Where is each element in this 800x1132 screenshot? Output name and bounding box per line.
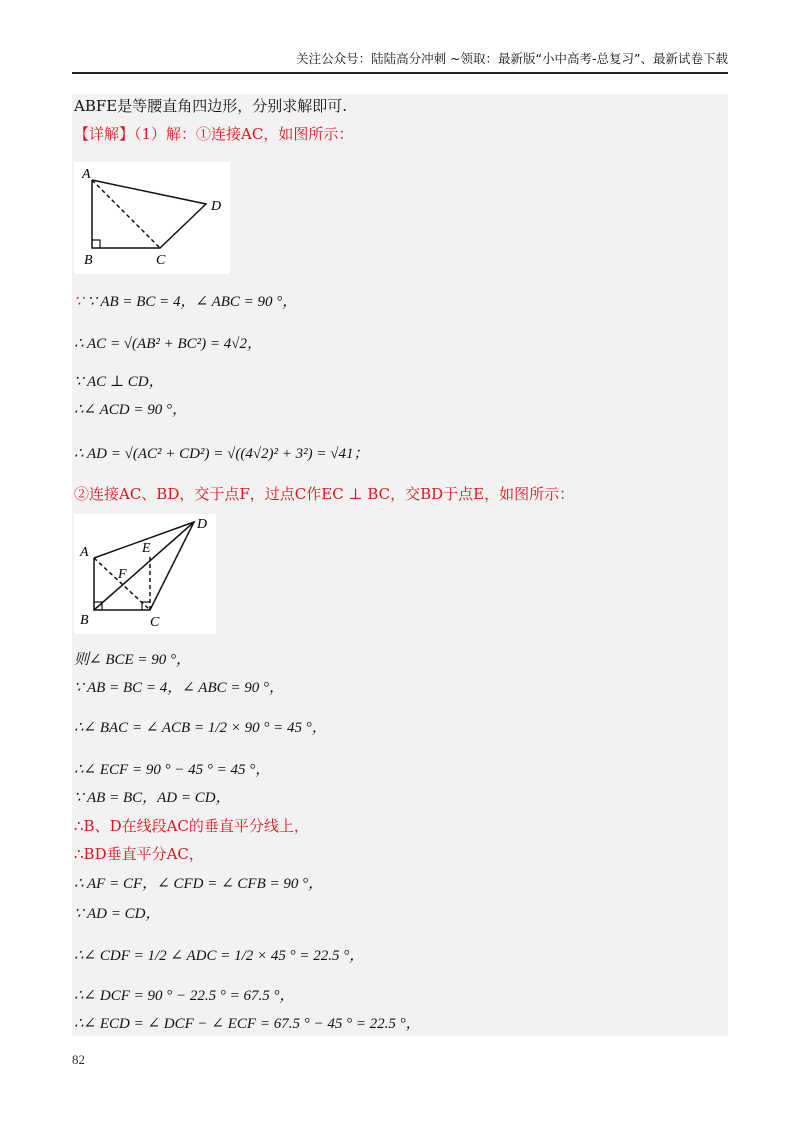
figure1-label-b: B <box>84 253 93 268</box>
math-line-5: ∵ AC ⊥ CD， <box>74 374 164 390</box>
detail-heading: 【详解】（1）解：①连接AC，如图所示： <box>74 125 354 143</box>
figure1-label-c: C <box>156 253 166 268</box>
math-line-13: ∵ AB = BC，AD = CD， <box>74 790 231 806</box>
text-line-15: ∴BD垂直平分AC， <box>74 845 204 863</box>
figure2-label-e: E <box>142 541 151 556</box>
figure-quadrilateral-abcd <box>74 162 230 274</box>
math-line-17: ∵ AD = CD， <box>74 906 161 922</box>
figure1-label-d: D <box>211 199 222 214</box>
math-line-3: ∵ ∵ AB = BC = 4，∠ ABC = 90 °， <box>74 294 298 310</box>
math-line-9: 则∠ BCE = 90 °， <box>74 652 192 668</box>
figure2-diagonal-bd <box>94 522 194 610</box>
page-number: 82 <box>72 1052 85 1067</box>
figure2-label-d: D <box>197 517 208 532</box>
figure2-label-a: A <box>80 545 89 560</box>
text-line-1: ABFE是等腰直角四边形，分别求解即可. <box>74 97 347 115</box>
page-header: 关注公众号：陆陆高分冲刺 ~领取：最新版“小中高考-总复习”、最新试卷下载 <box>72 50 728 74</box>
math-line-16: ∴ AF = CF，∠ CFD = ∠ CFB = 90 °， <box>74 876 324 892</box>
math-line-20: ∴∠ ECD = ∠ DCF − ∠ ECF = 67.5 ° − 45 ° = 22.5 °， <box>74 1016 421 1032</box>
math-line-10: ∵ AB = BC = 4，∠ ABC = 90 °， <box>74 680 285 696</box>
text-line-14: ∴B、D在线段AC的垂直平分线上， <box>74 817 309 835</box>
math-line-4: ∴ AC = √(AB² + BC²) = 4√2， <box>74 336 262 352</box>
figure-quadrilateral-with-ec <box>74 514 216 634</box>
math-line-18: ∴∠ CDF = 1/2 ∠ ADC = 1/2 × 45 ° = 22.5 °， <box>74 948 365 964</box>
figure2-label-b: B <box>80 613 89 628</box>
math-line-6: ∴∠ ACD = 90 °， <box>74 402 187 418</box>
math-line-7: ∴ AD = √(AC² + CD²) = √((4√2)² + 3²) = √41； <box>74 446 369 462</box>
figure2-label-f: F <box>118 567 127 582</box>
figure2-label-c: C <box>150 615 160 630</box>
figure1-diagonal-ac <box>92 180 160 248</box>
figure1-right-angle-mark <box>92 240 100 248</box>
solution-content <box>72 94 728 1036</box>
figure1-label-a: A <box>82 167 91 182</box>
figure1-outline <box>92 180 206 248</box>
text-line-8: ②连接AC、BD，交于点F，过点C作EC ⊥ BC，交BD于点E，如图所示： <box>74 485 575 503</box>
math-line-19: ∴∠ DCF = 90 ° − 22.5 ° = 67.5 °， <box>74 988 295 1004</box>
math-line-11: ∴∠ BAC = ∠ ACB = 1/2 × 90 ° = 45 °， <box>74 720 327 736</box>
math-line-12: ∴∠ ECF = 90 ° − 45 ° = 45 °， <box>74 762 271 778</box>
